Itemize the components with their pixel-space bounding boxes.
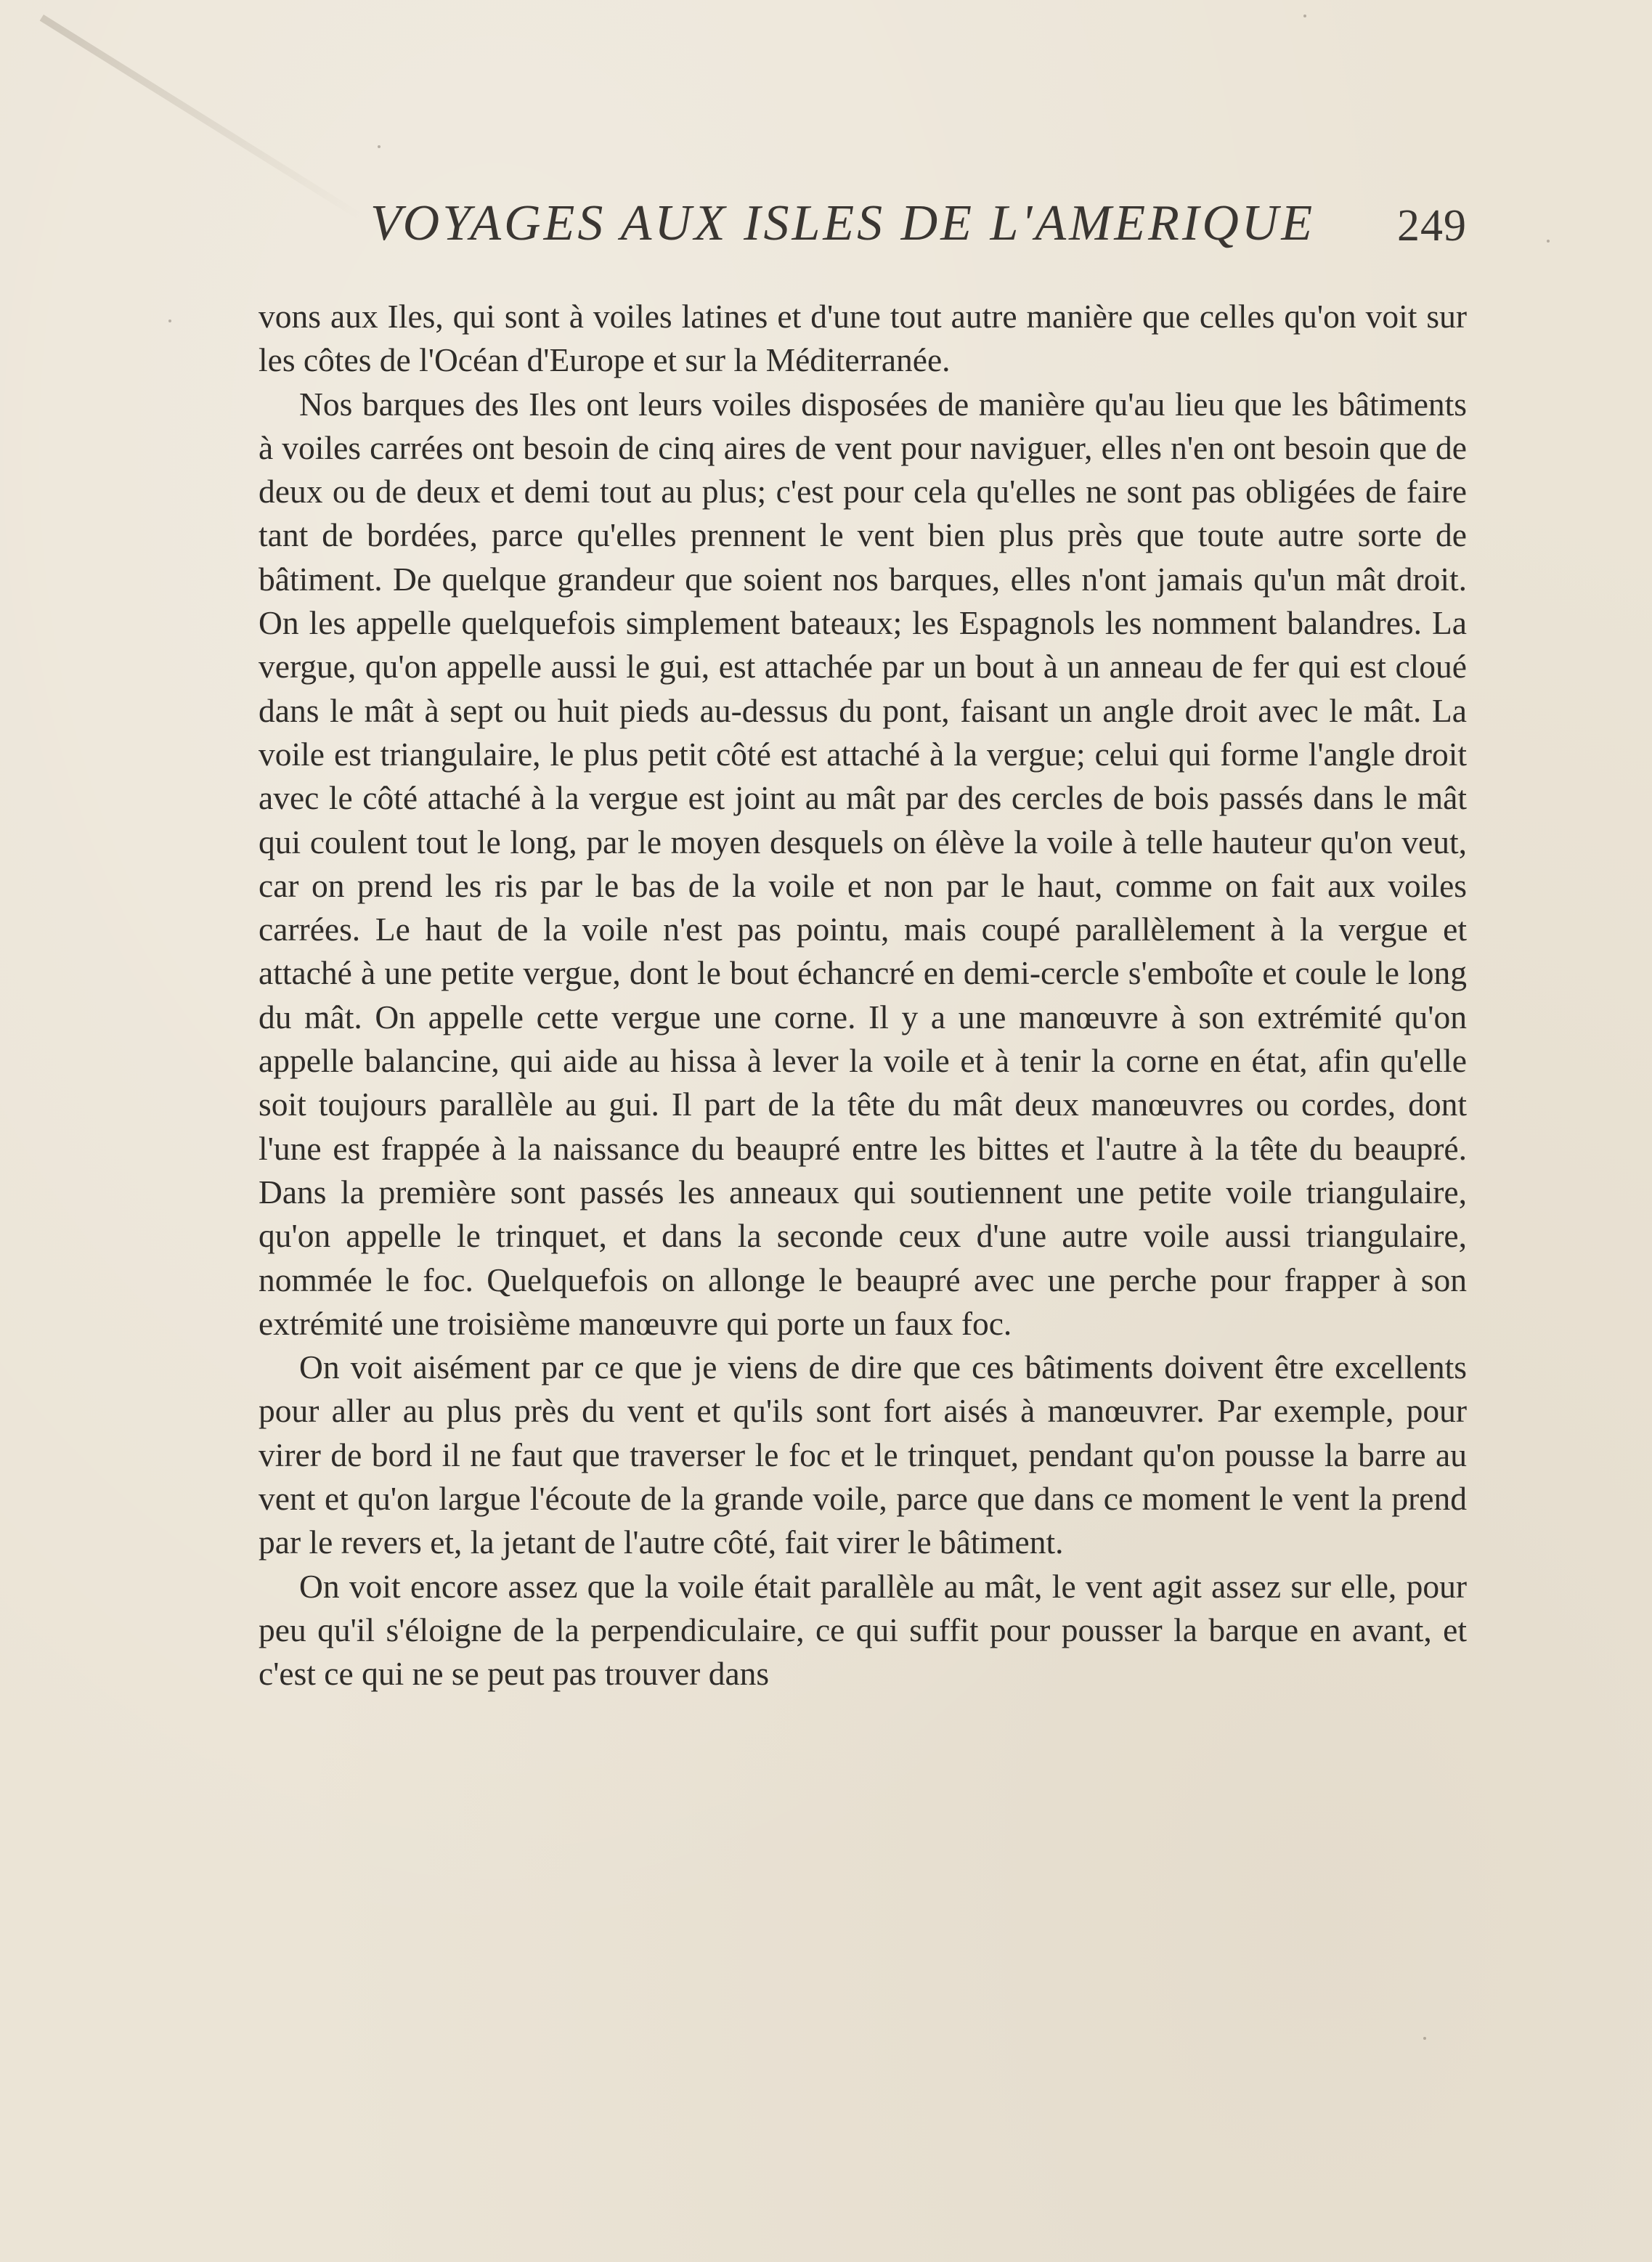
page-crease xyxy=(40,15,364,221)
body-text xyxy=(259,295,1467,1696)
page-number: 249 xyxy=(1397,201,1467,251)
paper-speck xyxy=(1547,240,1550,243)
paper-speck xyxy=(1423,2037,1426,2040)
running-head xyxy=(370,195,1467,282)
paragraph-encore: On voit encore assez que la voile était parallèle au mât, le vent agit assez sur elle, pour peu qu'il s'éloigne de la perpendiculaire, ce qui suffit pour pousser la barque en avant, et c'est ce qui ne se peut pas trouver dans xyxy=(259,1567,1467,1693)
paragraph-aisement: On voit aisément par ce que je viens de dire que ces bâtiments doivent être excellents pour aller au plus près du vent et qu'ils sont fort aisés à manœuvrer. Par exemple, pour virer de bord il ne faut que traverser le foc et le trinquet, pendant qu'on pousse la barre au vent et qu'on largue l'écoute de la grande voile, parce que dans ce moment le vent la prend par le revers et, la jetant de l'autre côté, fait virer le bâtiment. xyxy=(259,1348,1467,1561)
paper-speck xyxy=(378,145,381,148)
paper-speck xyxy=(168,320,171,322)
paragraph-barques: Nos barques des Iles ont leurs voiles disposées de manière qu'au lieu que les bâtiments à voiles carrées ont besoin de cinq aires de vent pour naviguer, elles n'en ont besoin que de deux ou de deux et demi tout au plus; c'est pour cela qu'elles ne sont pas obligées de faire tant de bordées, parce qu'elles prennent le vent bien plus près que toute autre sorte de bâtiment. De quelque grandeur que soient nos barques, elles n'ont jamais qu'un mât droit. On les appelle quelquefois simplement bateaux; les Espagnols les nomment balandres. La vergue, qu'on appelle aussi le gui, est attachée par un bout à un anneau de fer qui est cloué dans le mât à sept ou huit pieds au-dessus du pont, faisant un angle droit avec le mât. La voile est triangulaire, le plus petit côté est attaché à la vergue; celui qui forme l'angle droit avec le côté attaché à la vergue est joint au mât par des cercles de bois passés dans le mât qui coulent tout le long, par le moyen desquels on élève la voile à telle hauteur qu'on veut, car on prend les ris par le bas de la voile et non par le haut, comme on fait aux voiles carrées. Le haut de la voile n'est pas pointu, mais coupé parallèlement à la vergue et attaché à une petite vergue, dont le bout échancré en demi-cercle s'emboîte et coule le long du mât. On appelle cette vergue une corne. Il y a une manœuvre à son extrémité qu'on appelle balancine, qui aide au hissa à lever la voile et à tenir la corne en état, afin qu'elle soit toujours parallèle au gui. Il part de la tête du mât deux manœuvres ou cordes, dont l'une est frappée à la naissance du beaupré entre les bittes et l'autre à la tête du beaupré. Dans la première sont passés les anneaux qui soutiennent une petite voile triangulaire, qu'on appelle le trinquet, et dans la seconde ceux d'une autre voile aussi triangulaire, nommée le foc. Quelquefois on allonge le beaupré avec une perche pour frapper à son extrémité une troisième manœuvre qui porte un faux foc. xyxy=(259,385,1467,1342)
paragraph-continuation: vons aux Iles, qui sont à voiles latines et d'une tout autre manière que celles qu'on voit sur les côtes de l'Océan d'Europe et sur la Méditerranée. xyxy=(259,298,1467,379)
running-head-title: VOYAGES AUX ISLES DE L'AMERIQUE xyxy=(370,195,1316,251)
paper-speck xyxy=(1303,15,1306,17)
